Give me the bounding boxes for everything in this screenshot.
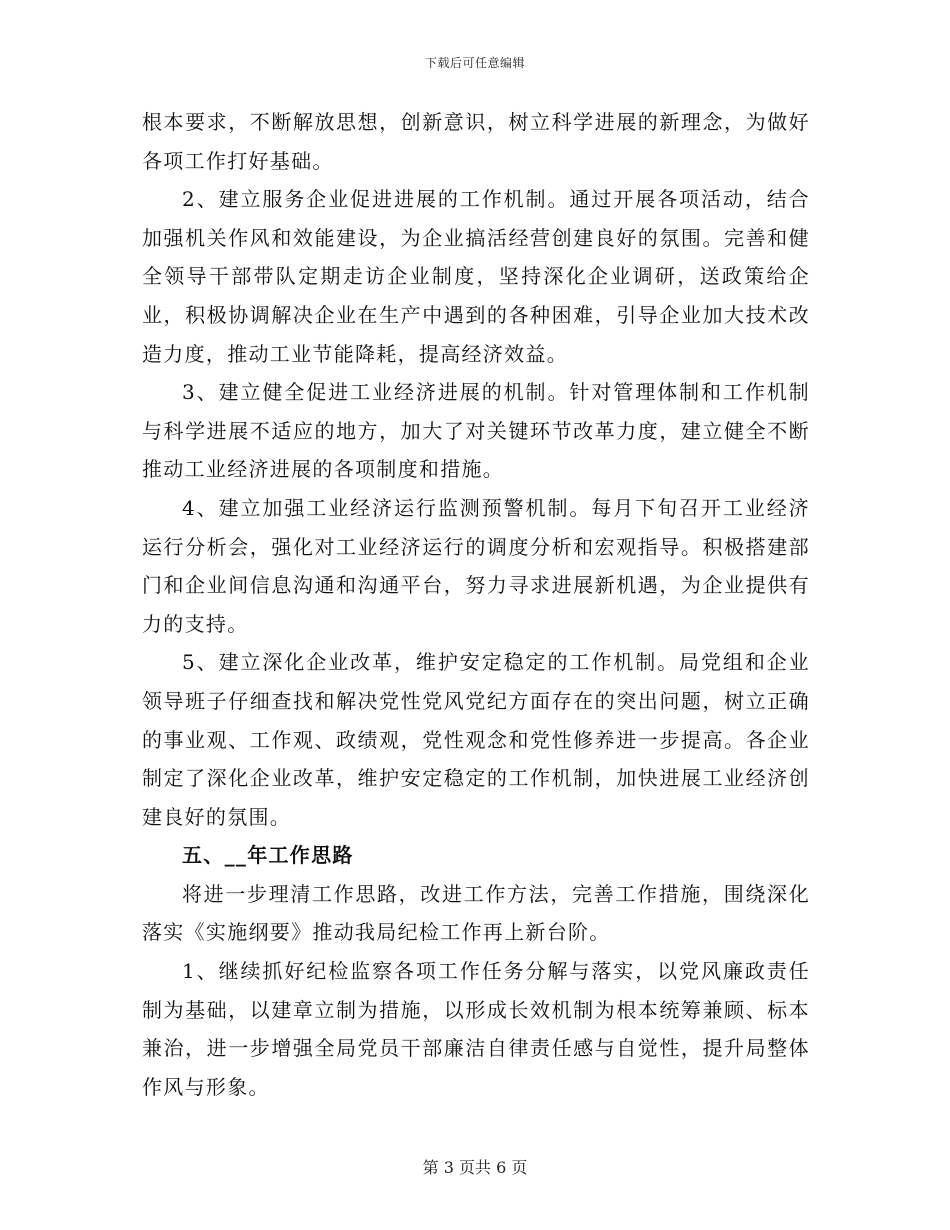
page-footer: 第 3 页共 6 页 bbox=[422, 1158, 528, 1177]
section-heading: 五、__年工作思路 bbox=[182, 843, 354, 868]
paragraph-continuation: 根本要求，不断解放思想，创新意识，树立科学进展的新理念，为做好各项工作打好基础。 bbox=[142, 110, 810, 173]
paragraph-item-4: 4、建立加强工业经济运行监测预警机制。每月下旬召开工业经济运行分析会，强化对工业经济运行的调度分析和宏观指导。积极搭建部门和企业间信息沟通和沟通平台，努力寻求进展新机遇，为企业提供有力的支持。 bbox=[142, 495, 810, 636]
paragraph-item-2: 2、建立服务企业促进进展的工作机制。通过开展各项活动，结合加强机关作风和效能建设，为企业搞活经营创建良好的氛围。完善和健全领导干部带队定期走访企业制度，坚持深化企业调研，送政策给企业，积极协调解决企业在生产中遇到的各种困难，引导企业加大技术改造力度，推动工业节能降耗，提高经济效益。 bbox=[142, 187, 810, 366]
page-header: 下载后可任意编辑 bbox=[424, 56, 525, 70]
document-body bbox=[142, 103, 810, 1106]
paragraph-item-5: 5、建立深化企业改革，维护安定稳定的工作机制。局党组和企业领导班子仔细查找和解决党性党风党纪方面存在的突出问题，树立正确的事业观、工作观、政绩观，党性观念和党性修养进一步提高。各企业制定了深化企业改革，维护安定稳定的工作机制，加快进展工业经济创建良好的氛围。 bbox=[142, 650, 810, 829]
paragraph-intro: 将进一步理清工作思路，改进工作方法，完善工作措施，围绕深化落实《实施纲要》推动我局纪检工作再上新台阶。 bbox=[142, 881, 810, 945]
paragraph-item-3: 3、建立健全促进工业经济进展的机制。针对管理体制和工作机制与科学进展不适应的地方，加大了对关键环节改革力度，建立健全不断推动工业经济进展的各项制度和措施。 bbox=[142, 380, 810, 482]
paragraph-plan-1: 1、继续抓好纪检监察各项工作任务分解与落实，以党风廉政责任制为基础，以建章立制为措施，以形成长效机制为根本统筹兼顾、标本兼治，进一步增强全局党员干部廉洁自律责任感与自觉性，提升局整体作风与形象。 bbox=[142, 959, 810, 1099]
